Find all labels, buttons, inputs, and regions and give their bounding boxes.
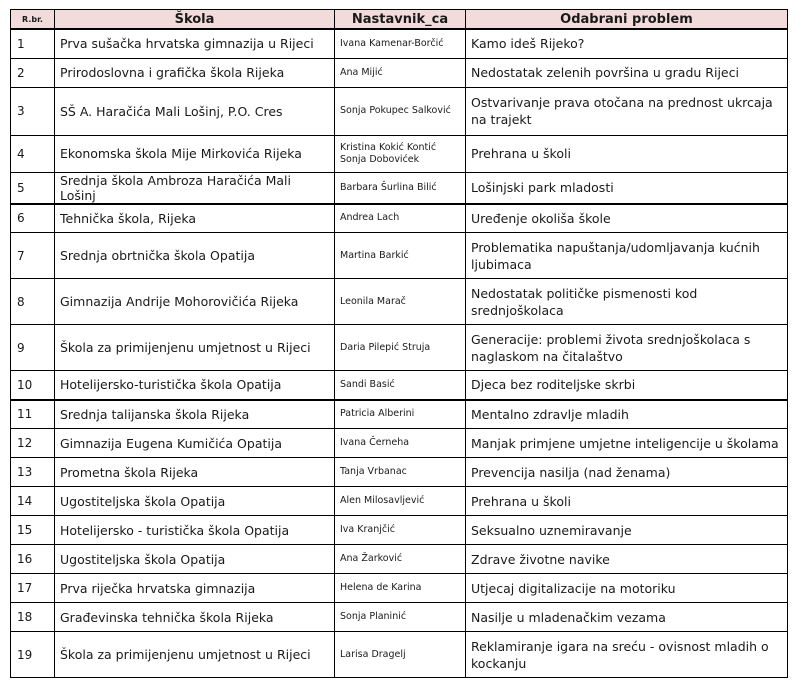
- teacher-cell: Sonja Planinić: [335, 603, 466, 632]
- row-number: 8: [11, 279, 55, 325]
- row-number: 4: [11, 135, 55, 172]
- table-row: [11, 29, 788, 58]
- problem-cell: Nasilje u mladenačkim vezama: [466, 603, 788, 632]
- problem-cell: Seksualno uznemiravanje: [466, 516, 788, 545]
- table-row: [11, 233, 788, 279]
- table-row: [11, 371, 788, 400]
- table-row: [11, 135, 788, 172]
- teacher-name: Kristina Kokić Kontić: [340, 141, 437, 153]
- problem-cell: Uređenje okoliša škole: [466, 204, 788, 233]
- problem-cell: Mentalno zdravlje mladih: [466, 400, 788, 429]
- problem-cell: Nedostatak zelenih površina u gradu Rijeci: [466, 58, 788, 87]
- problem-cell: Djeca bez roditeljske skrbi: [466, 371, 788, 400]
- table-row: [11, 487, 788, 516]
- project-table: [10, 9, 788, 678]
- school-cell: Srednja obrtnička škola Opatija: [55, 233, 335, 279]
- table-row: [11, 58, 788, 87]
- header-problem: Odabrani problem: [466, 10, 788, 30]
- row-number: 13: [11, 458, 55, 487]
- row-number: 12: [11, 429, 55, 458]
- table-row: [11, 204, 788, 233]
- problem-cell: Utjecaj digitalizacije na motoriku: [466, 574, 788, 603]
- row-number: 3: [11, 87, 55, 135]
- table-row: [11, 87, 788, 135]
- row-number: 17: [11, 574, 55, 603]
- row-number: 11: [11, 400, 55, 429]
- problem-cell: Zdrave životne navike: [466, 545, 788, 574]
- table-row: [11, 458, 788, 487]
- table-row: [11, 172, 788, 204]
- row-number: 6: [11, 204, 55, 233]
- school-cell: Srednja talijanska škola Rijeka: [55, 400, 335, 429]
- problem-cell: Prevencija nasilja (nad ženama): [466, 458, 788, 487]
- problem-cell: Manjak primjene umjetne inteligencije u školama: [466, 429, 788, 458]
- teacher-cell: Ivana Černeha: [335, 429, 466, 458]
- problem-cell: Generacije: problemi života srednjoškolaca s naglaskom na čitalaštvo: [466, 325, 788, 371]
- school-cell: Prva sušačka hrvatska gimnazija u Rijeci: [55, 29, 335, 58]
- teacher-cell: Martina Barkić: [335, 233, 466, 279]
- table-row: [11, 603, 788, 632]
- header-teacher: Nastavnik_ca: [335, 10, 466, 30]
- table-row: [11, 279, 788, 325]
- teacher-cell: Larisa Dragelj: [335, 632, 466, 678]
- school-cell: Gimnazija Eugena Kumičića Opatija: [55, 429, 335, 458]
- header-row: [11, 10, 788, 30]
- school-cell: Škola za primijenjenu umjetnost u Rijeci: [55, 632, 335, 678]
- school-cell: Ugostiteljska škola Opatija: [55, 545, 335, 574]
- problem-cell: Kamo ideš Rijeko?: [466, 29, 788, 58]
- table-row: [11, 400, 788, 429]
- school-cell: Građevinska tehnička škola Rijeka: [55, 603, 335, 632]
- school-cell: Prirodoslovna i grafička škola Rijeka: [55, 58, 335, 87]
- teacher-cell: Sandi Basić: [335, 371, 466, 400]
- problem-cell: Prehrana u školi: [466, 487, 788, 516]
- teacher-cell: Ana Žarković: [335, 545, 466, 574]
- row-number: 1: [11, 29, 55, 58]
- table-header: [11, 10, 788, 30]
- teacher-cell: Helena de Karina: [335, 574, 466, 603]
- table-row: [11, 516, 788, 545]
- table-row: [11, 632, 788, 678]
- row-number: 14: [11, 487, 55, 516]
- school-cell: Ugostiteljska škola Opatija: [55, 487, 335, 516]
- teacher-name-2: Sonja Dobovićek: [340, 153, 420, 165]
- teacher-cell: Daria Pilepić Struja: [335, 325, 466, 371]
- school-cell: Hotelijersko - turistička škola Opatija: [55, 516, 335, 545]
- teacher-cell: Tanja Vrbanac: [335, 458, 466, 487]
- school-cell: Prva riječka hrvatska gimnazija: [55, 574, 335, 603]
- school-cell: SŠ A. Haračića Mali Lošinj, P.O. Cres: [55, 87, 335, 135]
- row-number: 2: [11, 58, 55, 87]
- school-cell: Gimnazija Andrije Mohorovičića Rijeka: [55, 279, 335, 325]
- row-number: 15: [11, 516, 55, 545]
- table-row: [11, 325, 788, 371]
- school-cell: Škola za primijenjenu umjetnost u Rijeci: [55, 325, 335, 371]
- row-number: 18: [11, 603, 55, 632]
- problem-cell: Ostvarivanje prava otočana na prednost ukrcaja na trajekt: [466, 87, 788, 135]
- row-number: 19: [11, 632, 55, 678]
- row-number: 9: [11, 325, 55, 371]
- problem-cell: Prehrana u školi: [466, 135, 788, 172]
- school-cell: Ekonomska škola Mije Mirkovića Rijeka: [55, 135, 335, 172]
- row-number: 16: [11, 545, 55, 574]
- teacher-cell: Patricia Alberini: [335, 400, 466, 429]
- teacher-cell: Leonila Marač: [335, 279, 466, 325]
- table-row: [11, 574, 788, 603]
- teacher-cell: [335, 135, 466, 172]
- school-cell: Srednja škola Ambroza Haračića Mali Lošinj: [55, 172, 335, 204]
- row-number: 7: [11, 233, 55, 279]
- project-table-container: [10, 9, 788, 678]
- problem-cell: Problematika napuštanja/udomljavanja kućnih ljubimaca: [466, 233, 788, 279]
- school-cell: Tehnička škola, Rijeka: [55, 204, 335, 233]
- table-row: [11, 545, 788, 574]
- school-cell: Prometna škola Rijeka: [55, 458, 335, 487]
- table-row: [11, 429, 788, 458]
- header-rbr: R.br.: [11, 10, 55, 30]
- row-number: 10: [11, 371, 55, 400]
- teacher-cell: Ana Mijić: [335, 58, 466, 87]
- school-cell: Hotelijersko-turistička škola Opatija: [55, 371, 335, 400]
- teacher-cell: Sonja Pokupec Salković: [335, 87, 466, 135]
- row-number: 5: [11, 172, 55, 204]
- teacher-cell: Alen Milosavljević: [335, 487, 466, 516]
- teacher-cell: Ivana Kamenar-Borčić: [335, 29, 466, 58]
- problem-cell: Nedostatak političke pismenosti kod srednjoškolaca: [466, 279, 788, 325]
- problem-cell: Lošinjski park mladosti: [466, 172, 788, 204]
- teacher-cell: Barbara Šurlina Bilić: [335, 172, 466, 204]
- teacher-cell: Andrea Lach: [335, 204, 466, 233]
- header-school: Škola: [55, 10, 335, 30]
- table-body: [11, 29, 788, 678]
- teacher-cell: Iva Kranjčić: [335, 516, 466, 545]
- problem-cell: Reklamiranje igara na sreću - ovisnost mladih o kockanju: [466, 632, 788, 678]
